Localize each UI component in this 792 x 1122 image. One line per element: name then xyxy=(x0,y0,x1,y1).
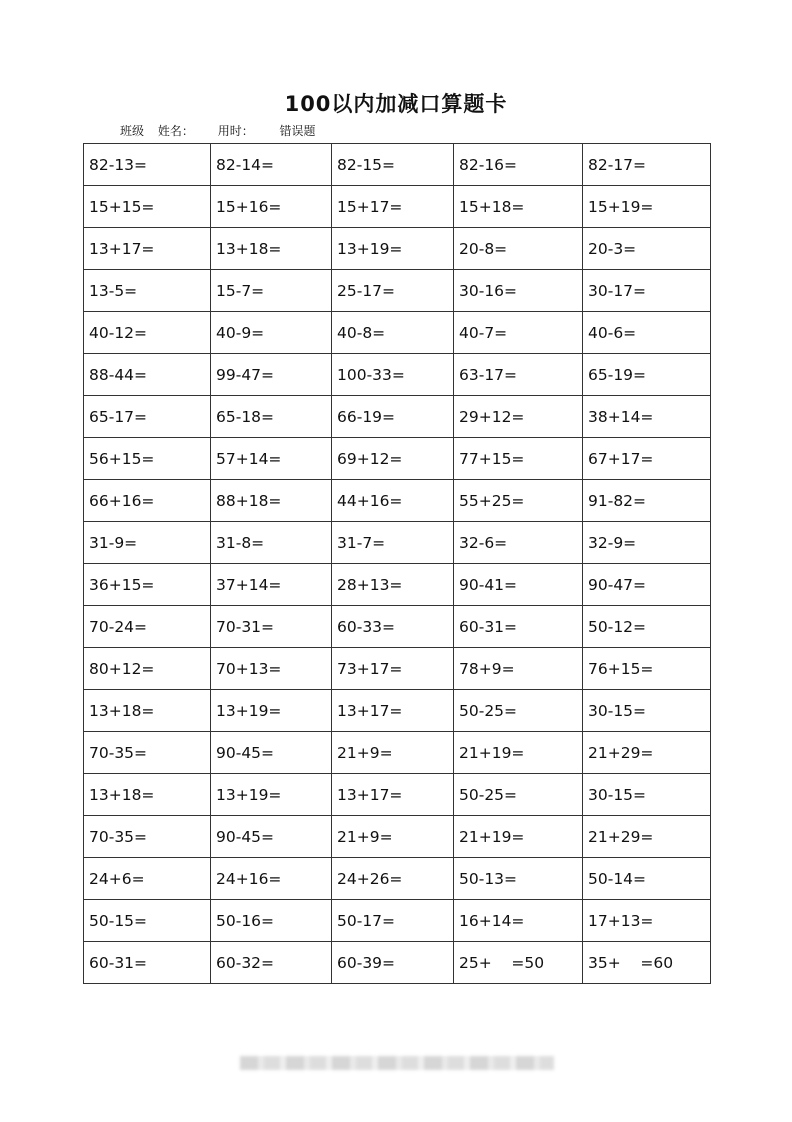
problem-row xyxy=(84,312,711,354)
problem-cell: 31-7= xyxy=(332,522,454,564)
problem-cell: 13+17= xyxy=(332,690,454,732)
problem-cell: 55+25= xyxy=(454,480,583,522)
problem-cell: 31-8= xyxy=(211,522,332,564)
problem-row xyxy=(84,396,711,438)
problem-row xyxy=(84,564,711,606)
problem-cell: 13+19= xyxy=(211,774,332,816)
problem-row xyxy=(84,816,711,858)
problem-cell: 44+16= xyxy=(332,480,454,522)
problem-cell: 70-35= xyxy=(84,816,211,858)
problem-cell: 21+29= xyxy=(583,732,711,774)
problem-cell: 31-9= xyxy=(84,522,211,564)
problem-cell: 35+ =60 xyxy=(583,942,711,984)
problem-cell: 90-45= xyxy=(211,816,332,858)
problem-cell: 60-31= xyxy=(84,942,211,984)
problem-cell: 21+19= xyxy=(454,816,583,858)
problem-cell: 70-24= xyxy=(84,606,211,648)
problem-row xyxy=(84,774,711,816)
problem-cell: 69+12= xyxy=(332,438,454,480)
problem-cell: 21+9= xyxy=(332,816,454,858)
problem-cell: 20-3= xyxy=(583,228,711,270)
problem-row xyxy=(84,942,711,984)
problem-cell: 24+16= xyxy=(211,858,332,900)
problem-cell: 15+18= xyxy=(454,186,583,228)
problem-cell: 21+19= xyxy=(454,732,583,774)
problem-row xyxy=(84,522,711,564)
problem-cell: 20-8= xyxy=(454,228,583,270)
problem-cell: 60-31= xyxy=(454,606,583,648)
problem-cell: 50-14= xyxy=(583,858,711,900)
problem-cell: 50-17= xyxy=(332,900,454,942)
problem-cell: 32-9= xyxy=(583,522,711,564)
problem-cell: 30-16= xyxy=(454,270,583,312)
problem-cell: 13+18= xyxy=(211,228,332,270)
problem-cell: 91-82= xyxy=(583,480,711,522)
problem-cell: 70-35= xyxy=(84,732,211,774)
problem-cell: 25+ =50 xyxy=(454,942,583,984)
problem-cell: 36+15= xyxy=(84,564,211,606)
problem-cell: 15+16= xyxy=(211,186,332,228)
problem-cell: 63-17= xyxy=(454,354,583,396)
problem-cell: 24+6= xyxy=(84,858,211,900)
class-label: 班级 xyxy=(120,124,145,138)
blurred-footer-watermark xyxy=(240,1056,554,1070)
problem-cell: 82-13= xyxy=(84,144,211,186)
problem-cell: 82-14= xyxy=(211,144,332,186)
problem-cell: 90-47= xyxy=(583,564,711,606)
problem-cell: 77+15= xyxy=(454,438,583,480)
problem-cell: 66-19= xyxy=(332,396,454,438)
problem-cell: 60-33= xyxy=(332,606,454,648)
problem-cell: 88+18= xyxy=(211,480,332,522)
problem-cell: 30-17= xyxy=(583,270,711,312)
problem-cell: 13+17= xyxy=(332,774,454,816)
time-label: 用时： xyxy=(217,124,254,138)
problem-row xyxy=(84,228,711,270)
problem-cell: 70+13= xyxy=(211,648,332,690)
problem-table-body xyxy=(84,144,711,984)
problem-cell: 28+13= xyxy=(332,564,454,606)
problem-cell: 13+18= xyxy=(84,690,211,732)
problem-cell: 82-17= xyxy=(583,144,711,186)
problem-cell: 40-7= xyxy=(454,312,583,354)
problem-table xyxy=(83,143,711,984)
problem-cell: 29+12= xyxy=(454,396,583,438)
errors-label: 错误题 xyxy=(279,124,316,138)
problem-row xyxy=(84,186,711,228)
problem-cell: 40-6= xyxy=(583,312,711,354)
problem-cell: 82-15= xyxy=(332,144,454,186)
problem-cell: 88-44= xyxy=(84,354,211,396)
problem-cell: 65-17= xyxy=(84,396,211,438)
problem-cell: 66+16= xyxy=(84,480,211,522)
problem-cell: 15+19= xyxy=(583,186,711,228)
problem-row xyxy=(84,354,711,396)
problem-row xyxy=(84,690,711,732)
problem-row xyxy=(84,858,711,900)
problem-cell: 50-25= xyxy=(454,774,583,816)
problem-cell: 60-39= xyxy=(332,942,454,984)
problem-cell: 40-9= xyxy=(211,312,332,354)
problem-cell: 32-6= xyxy=(454,522,583,564)
problem-cell: 65-18= xyxy=(211,396,332,438)
problem-cell: 90-41= xyxy=(454,564,583,606)
problem-row xyxy=(84,438,711,480)
problem-cell: 50-15= xyxy=(84,900,211,942)
problem-cell: 82-16= xyxy=(454,144,583,186)
problem-cell: 13+18= xyxy=(84,774,211,816)
problem-cell: 38+14= xyxy=(583,396,711,438)
problem-cell: 78+9= xyxy=(454,648,583,690)
problem-cell: 13+19= xyxy=(332,228,454,270)
problem-cell: 25-17= xyxy=(332,270,454,312)
problem-row xyxy=(84,648,711,690)
problem-cell: 50-13= xyxy=(454,858,583,900)
problem-row xyxy=(84,270,711,312)
problem-cell: 73+17= xyxy=(332,648,454,690)
problem-cell: 90-45= xyxy=(211,732,332,774)
page-title: 100以内加减口算题卡 xyxy=(284,92,508,116)
problem-cell: 30-15= xyxy=(583,690,711,732)
problem-cell: 13-5= xyxy=(84,270,211,312)
problem-cell: 67+17= xyxy=(583,438,711,480)
problem-row xyxy=(84,144,711,186)
problem-cell: 76+15= xyxy=(583,648,711,690)
problem-cell: 24+26= xyxy=(332,858,454,900)
problem-cell: 30-15= xyxy=(583,774,711,816)
problem-row xyxy=(84,606,711,648)
problem-cell: 15+15= xyxy=(84,186,211,228)
problem-cell: 40-12= xyxy=(84,312,211,354)
problem-row xyxy=(84,732,711,774)
name-label: 姓名： xyxy=(157,124,194,138)
problem-row xyxy=(84,900,711,942)
problem-cell: 13+19= xyxy=(211,690,332,732)
problem-cell: 80+12= xyxy=(84,648,211,690)
problem-cell: 40-8= xyxy=(332,312,454,354)
problem-cell: 16+14= xyxy=(454,900,583,942)
problem-cell: 99-47= xyxy=(211,354,332,396)
problem-cell: 13+17= xyxy=(84,228,211,270)
problem-cell: 15-7= xyxy=(211,270,332,312)
problem-cell: 70-31= xyxy=(211,606,332,648)
problem-cell: 21+29= xyxy=(583,816,711,858)
problem-cell: 57+14= xyxy=(211,438,332,480)
problem-cell: 50-25= xyxy=(454,690,583,732)
problem-cell: 21+9= xyxy=(332,732,454,774)
problem-cell: 56+15= xyxy=(84,438,211,480)
problem-cell: 65-19= xyxy=(583,354,711,396)
problem-cell: 37+14= xyxy=(211,564,332,606)
problem-cell: 50-12= xyxy=(583,606,711,648)
problem-cell: 100-33= xyxy=(332,354,454,396)
problem-cell: 50-16= xyxy=(211,900,332,942)
student-info-line xyxy=(120,122,316,139)
problem-cell: 17+13= xyxy=(583,900,711,942)
problem-cell: 15+17= xyxy=(332,186,454,228)
problem-row xyxy=(84,480,711,522)
problem-cell: 60-32= xyxy=(211,942,332,984)
